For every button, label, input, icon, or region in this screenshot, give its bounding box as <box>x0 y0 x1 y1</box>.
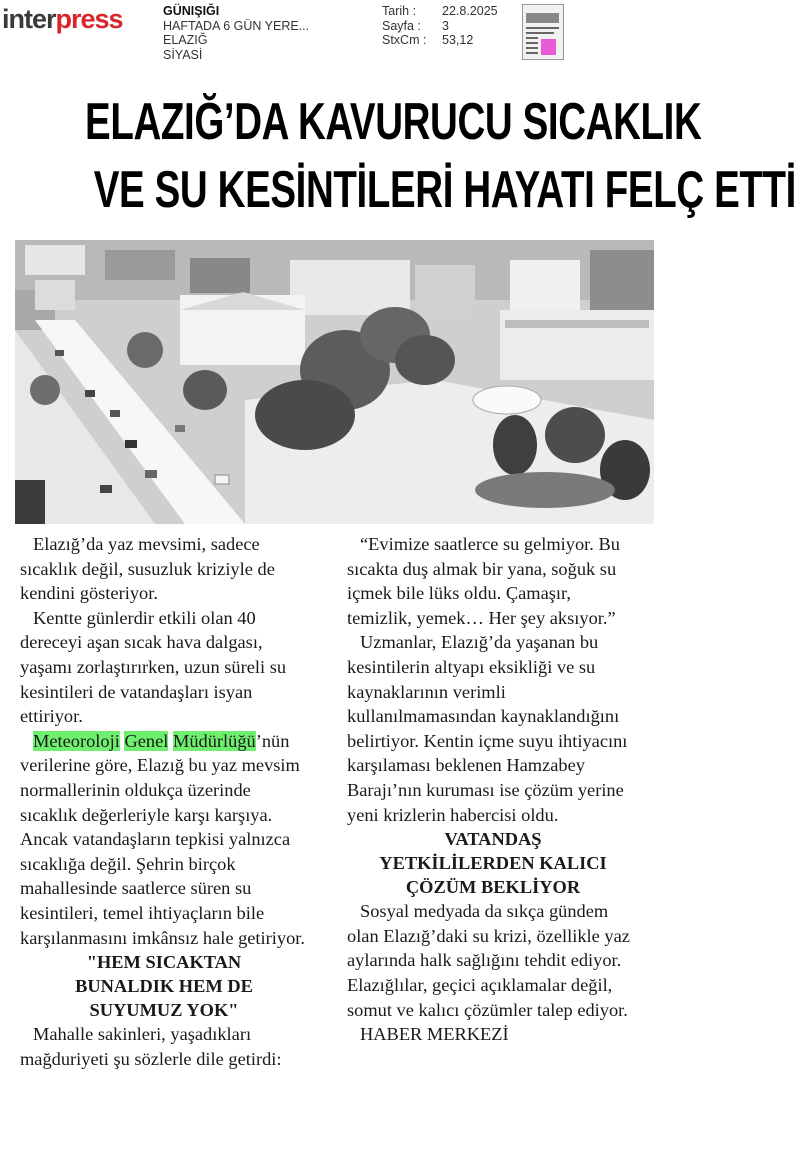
highlighted-term: Müdürlüğü <box>172 730 256 751</box>
page-value: 3 <box>442 18 449 33</box>
byline: HABER MERKEZİ <box>360 1024 509 1045</box>
highlighted-term: Genel <box>124 730 169 751</box>
publication-city: ELAZIĞ <box>163 33 208 47</box>
city-aerial-photo <box>15 240 654 524</box>
article-column-2 <box>347 532 639 1047</box>
interpress-logo: interpress <box>2 4 123 34</box>
paragraph-7: Sosyal medyada da sıkça gündem olan Elazığ’daki su krizi, özellikle yaz aylarında halk sağlığını tehdit ediyor. Elazığlılar, geçici açıklamalar değil, somut ve kalıcı çözümler talep ediyor. <box>347 901 630 1020</box>
article-headline <box>0 88 796 224</box>
clipping-meta <box>382 4 522 48</box>
paragraph-5: “Evimize saatlerce su gelmiyor. Bu sıcakta duş almak bir yana, soğuk su içmek bile lüks oldu. Çamaşır, temizlik, yemek… Her şey aksıyor.” <box>347 534 620 628</box>
stxcm-row: StxCm : 53,12 <box>382 33 474 47</box>
paragraph-4: Mahalle sakinleri, yaşadıkları mağduriyeti şu sözlerle dile getirdi: <box>20 1024 282 1069</box>
paragraph-3: Meteoroloji Genel Müdürlüğü’nün verilerine göre, Elazığ bu yaz mevsim normallerinin oldukça üzerinde sıcaklık değerleriyle karşı karşıya. Ancak vatandaşların tepkisi yalnızca sıcaklığa değil. Şehrin birçok mahallesinde saatlerce süren su kesintileri, temel ihtiyaçların bile karşılanmasını imkânsız hale getiriyor. <box>20 730 305 948</box>
article-column-1 <box>20 532 308 1071</box>
highlighted-term: Meteoroloji <box>33 730 120 751</box>
publication-name: GÜNIŞIĞI <box>163 4 220 18</box>
headline-line-2: VE SU KESİNTİLERİ HAYATI FELÇ ETTİ <box>93 161 796 219</box>
headline-line-1: ELAZIĞ’DA KAVURUCU SICAKLIK <box>85 93 702 151</box>
date-value: 22.8.2025 <box>442 4 498 18</box>
paragraph-6: Uzmanlar, Elazığ’da yaşanan bu kesintilerin altyapı eksikliği ve su kaynaklarının verimli kullanılmamasından kaynaklandığını belirtiyor. Kentin içme suyu ihtiyacını karşılaması beklenen Hamzabey Barajı’nın kuruması ise çözüm yerine yeni krizlerin habercisi oldu. <box>347 632 628 825</box>
date-row: Tarih : 22.8.2025 <box>382 4 498 18</box>
paragraph-2: Kentte günlerdir etkili olan 40 dereceyi aşan sıcak hava dalgası, yaşamı zorlaştırırken, uzun süreli su kesintileri de vatandaşları isyan ettiriyor. <box>20 607 287 727</box>
subheading-2: VATANDAŞ YETKİLİLERDEN KALICI ÇÖZÜM BEKLİYOR <box>379 829 607 898</box>
clipping-header <box>0 0 654 70</box>
publication-section: SİYASİ <box>163 47 203 62</box>
paragraph-1: Elazığ’da yaz mevsimi, sadece sıcaklık değil, susuzluk kriziyle de kendini gösteriyor. <box>20 534 275 604</box>
city-photo-illustration <box>15 240 654 524</box>
stxcm-value: 53,12 <box>442 33 474 47</box>
publication-frequency: HAFTADA 6 GÜN YERE... <box>163 18 310 33</box>
article-highlight-marker <box>541 39 556 55</box>
page-row: Sayfa : 3 <box>382 18 449 33</box>
page-thumbnail[interactable] <box>522 4 564 60</box>
publication-info <box>163 4 373 62</box>
subheading-1: "HEM SICAKTAN BUNALDIK HEM DE SUYUMUZ YOK" <box>75 952 253 1021</box>
